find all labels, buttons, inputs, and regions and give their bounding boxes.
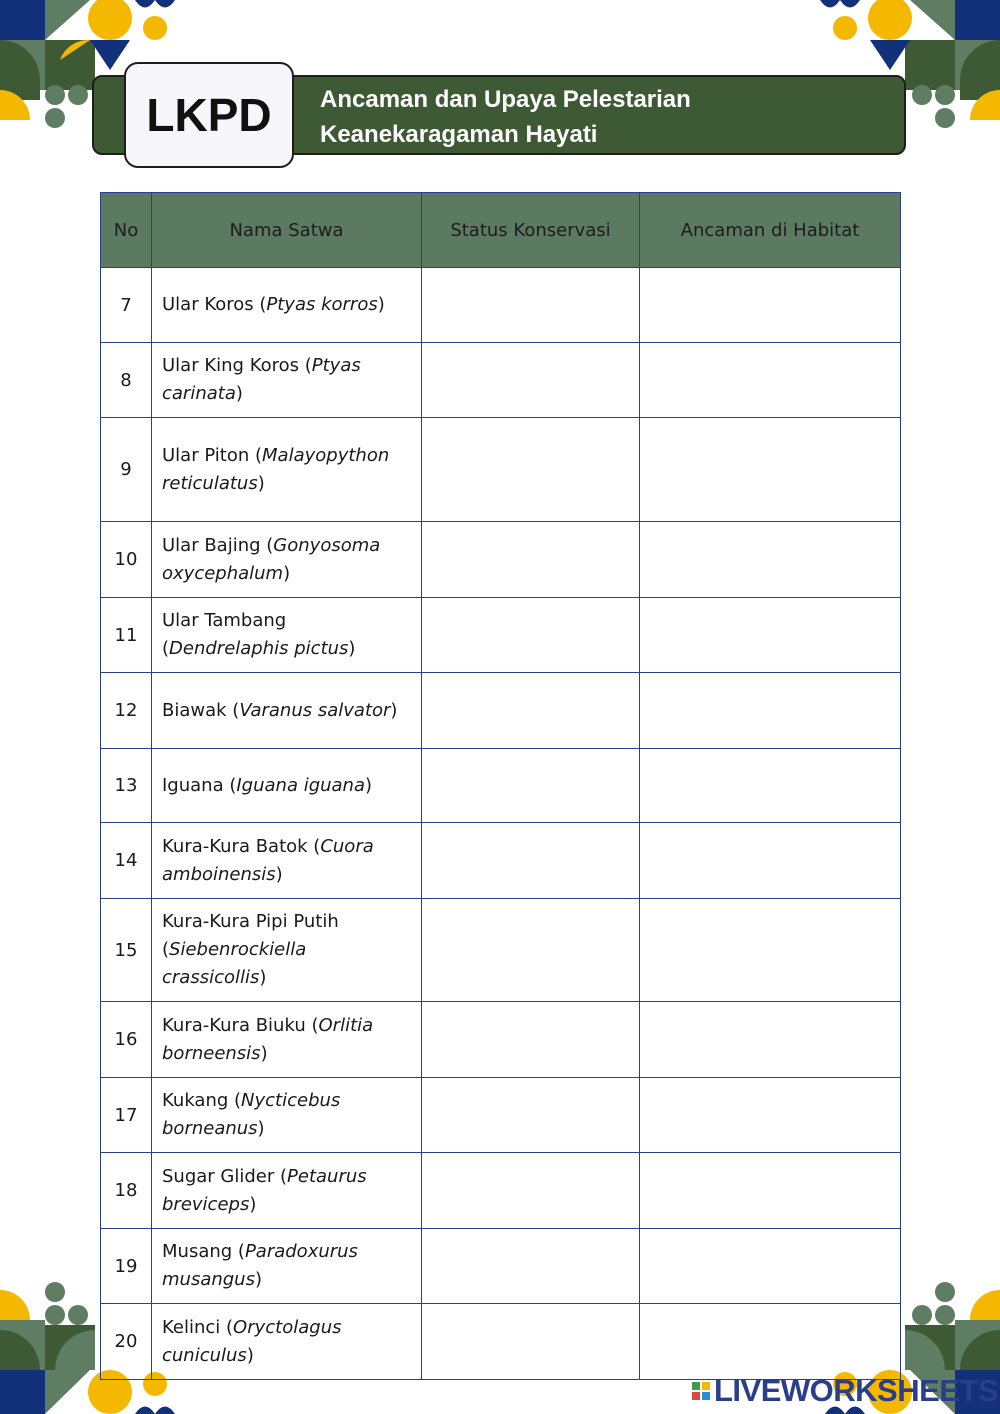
scientific-name: Orlitia borneensis (162, 1014, 374, 1064)
status-konservasi-answer-cell[interactable] (422, 598, 640, 673)
lkpd-badge: LKPD (124, 62, 294, 168)
common-name: Kukang ( (162, 1090, 242, 1111)
animal-name (152, 268, 422, 343)
common-name: Ular Tambang ( (162, 610, 287, 659)
status-konservasi-answer-cell[interactable] (422, 268, 640, 343)
status-konservasi-answer-cell[interactable] (422, 1304, 640, 1380)
status-konservasi-answer-cell[interactable] (422, 1153, 640, 1229)
closing-paren: ) (235, 383, 243, 404)
ancaman-habitat-answer-cell[interactable] (640, 1229, 901, 1304)
ancaman-habitat-answer-cell[interactable] (640, 418, 901, 522)
closing-paren: ) (390, 699, 398, 721)
ancaman-habitat-answer-cell[interactable] (640, 1078, 901, 1153)
table-row (101, 1229, 901, 1304)
row-number: 14 (101, 823, 152, 899)
table-body (101, 268, 901, 1380)
common-name: Ular Koros ( (162, 294, 267, 315)
animal-name (152, 418, 422, 522)
table-header-row (101, 193, 901, 268)
status-konservasi-answer-cell[interactable] (422, 1078, 640, 1153)
row-number: 17 (101, 1078, 152, 1153)
row-number: 11 (101, 598, 152, 673)
common-name: Ular Bajing ( (162, 534, 274, 556)
closing-paren: ) (257, 1118, 265, 1139)
closing-paren: ) (275, 863, 283, 885)
row-number: 19 (101, 1229, 152, 1304)
closing-paren: ) (259, 967, 267, 988)
ancaman-habitat-answer-cell[interactable] (640, 823, 901, 899)
closing-paren: ) (283, 562, 291, 584)
row-number: 15 (101, 899, 152, 1002)
status-konservasi-answer-cell[interactable] (422, 749, 640, 823)
scientific-name: Varanus salvator (239, 699, 391, 721)
row-number: 20 (101, 1304, 152, 1380)
scientific-name: Iguana iguana (236, 774, 365, 796)
scientific-name: Cuora amboinensis (162, 835, 374, 885)
scientific-name: Siebenrockiella crassicollis (162, 939, 307, 988)
column-header-status: Status Konservasi (422, 193, 640, 268)
closing-paren: ) (365, 774, 373, 796)
table-row (101, 418, 901, 522)
scientific-name: Oryctolagus cuniculus (162, 1316, 342, 1366)
closing-paren: ) (257, 472, 265, 494)
common-name: Iguana ( (162, 774, 237, 796)
ancaman-habitat-answer-cell[interactable] (640, 673, 901, 749)
row-number: 16 (101, 1002, 152, 1078)
table-row (101, 899, 901, 1002)
logo-text: LIVEWORKSHEETS (714, 1373, 999, 1408)
row-number: 12 (101, 673, 152, 749)
row-number: 13 (101, 749, 152, 823)
column-header-no: No (101, 193, 152, 268)
animal-name (152, 1304, 422, 1380)
animal-name (152, 749, 422, 823)
scientific-name: Gonyosoma oxycephalum (162, 534, 381, 584)
liveworksheets-logo (692, 1373, 998, 1409)
table-row (101, 1078, 901, 1153)
table-row (101, 522, 901, 598)
closing-paren: ) (377, 294, 385, 315)
animal-name (152, 522, 422, 598)
worksheet-title (320, 82, 840, 152)
status-konservasi-answer-cell[interactable] (422, 418, 640, 522)
scientific-name: Dendrelaphis pictus (169, 638, 349, 659)
table-row (101, 823, 901, 899)
status-konservasi-answer-cell[interactable] (422, 343, 640, 418)
row-number: 7 (101, 268, 152, 343)
table-row (101, 749, 901, 823)
animal-name (152, 1153, 422, 1229)
closing-paren: ) (348, 638, 356, 659)
scientific-name: Petaurus breviceps (162, 1165, 367, 1215)
ancaman-habitat-answer-cell[interactable] (640, 522, 901, 598)
status-konservasi-answer-cell[interactable] (422, 899, 640, 1002)
table-row (101, 1153, 901, 1229)
animal-name (152, 598, 422, 673)
row-number: 8 (101, 343, 152, 418)
closing-paren: ) (249, 1193, 257, 1215)
animal-name (152, 899, 422, 1002)
column-header-threat: Ancaman di Habitat (640, 193, 901, 268)
title-line-2: Keanekaragaman Hayati (320, 121, 598, 148)
common-name: Sugar Glider ( (162, 1165, 288, 1187)
closing-paren: ) (246, 1344, 254, 1366)
animal-name (152, 1078, 422, 1153)
common-name: Ular King Koros ( (162, 355, 312, 376)
table-row (101, 673, 901, 749)
status-konservasi-answer-cell[interactable] (422, 1002, 640, 1078)
row-number: 10 (101, 522, 152, 598)
animal-name (152, 823, 422, 899)
animal-name (152, 673, 422, 749)
ancaman-habitat-answer-cell[interactable] (640, 598, 901, 673)
common-name: Biawak ( (162, 699, 240, 721)
ancaman-habitat-answer-cell[interactable] (640, 1304, 901, 1380)
ancaman-habitat-answer-cell[interactable] (640, 1002, 901, 1078)
animal-name (152, 1229, 422, 1304)
animal-name (152, 343, 422, 418)
status-konservasi-answer-cell[interactable] (422, 522, 640, 598)
logo-mark-icon (692, 1382, 710, 1400)
common-name: Kura-Kura Batok ( (162, 835, 321, 857)
ancaman-habitat-answer-cell[interactable] (640, 268, 901, 343)
scientific-name: Paradoxurus musangus (162, 1241, 358, 1290)
common-name: Kura-Kura Pipi Putih ( (162, 911, 339, 960)
status-konservasi-answer-cell[interactable] (422, 673, 640, 749)
status-konservasi-answer-cell[interactable] (422, 1229, 640, 1304)
closing-paren: ) (260, 1042, 268, 1064)
animal-name (152, 1002, 422, 1078)
status-konservasi-answer-cell[interactable] (422, 823, 640, 899)
ancaman-habitat-answer-cell[interactable] (640, 749, 901, 823)
scientific-name: Ptyas korros (266, 294, 378, 315)
animal-table (100, 192, 901, 1380)
table-row (101, 1304, 901, 1380)
scientific-name: Ptyas carinata (162, 355, 361, 404)
ancaman-habitat-answer-cell[interactable] (640, 899, 901, 1002)
closing-paren: ) (254, 1269, 263, 1290)
title-line-1: Ancaman dan Upaya Pelestarian (320, 86, 691, 113)
row-number: 9 (101, 418, 152, 522)
table-row (101, 1002, 901, 1078)
ancaman-habitat-answer-cell[interactable] (640, 1153, 901, 1229)
common-name: Musang ( (162, 1241, 245, 1262)
common-name: Kura-Kura Biuku ( (162, 1014, 319, 1036)
table-row (101, 268, 901, 343)
table-row (101, 343, 901, 418)
table-row (101, 598, 901, 673)
column-header-name: Nama Satwa (152, 193, 422, 268)
scientific-name: Nycticebus borneanus (162, 1090, 341, 1139)
scientific-name: Malayopython reticulatus (162, 444, 390, 494)
common-name: Kelinci ( (162, 1316, 234, 1338)
ancaman-habitat-answer-cell[interactable] (640, 343, 901, 418)
row-number: 18 (101, 1153, 152, 1229)
common-name: Ular Piton ( (162, 444, 263, 466)
